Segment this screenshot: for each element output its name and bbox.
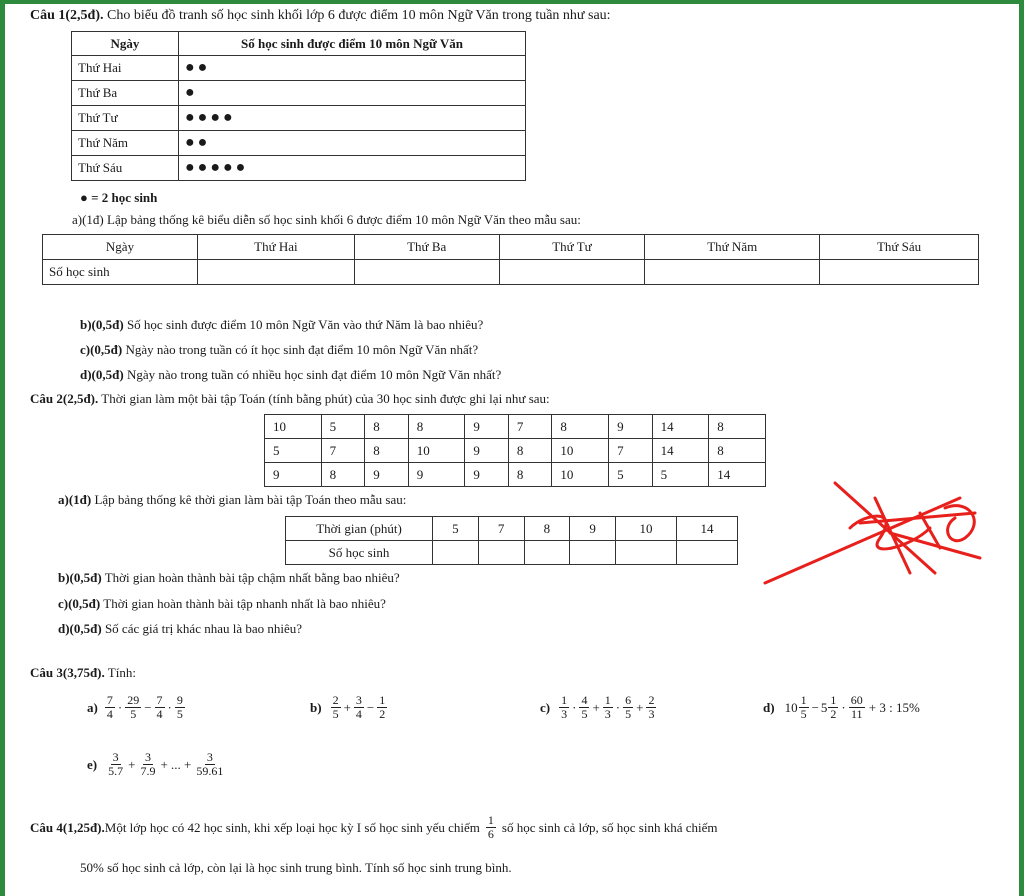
pictogram-day: Thứ Tư	[72, 106, 179, 131]
q2-part-a-text: Lập bảng thống kê thời gian làm bài tập Toán theo mẫu sau:	[91, 492, 407, 507]
q3-e-label: e)	[87, 756, 98, 772]
times-cell: 5	[609, 463, 653, 487]
times-cell: 9	[465, 463, 509, 487]
q4-text1: Một lớp học có 42 học sinh, khi xếp loại học kỳ I số học sinh yếu chiếm	[104, 819, 480, 835]
fraction: $\frac{6}{5}$	[625, 693, 632, 721]
q1-stats-header: Thứ Hai	[198, 235, 355, 260]
red-scribble-mark	[760, 478, 990, 588]
q2-part-d-text: Số các giá trị khác nhau là bao nhiêu?	[101, 621, 303, 636]
q1-part-a: a)(1đ) Lập bảng thống kê biểu diễn số học sinh khối 6 được điểm 10 môn Ngữ Văn theo mẫu sau:	[72, 212, 581, 227]
pictogram-legend: ● = 2 học sinh	[80, 190, 158, 205]
times-data-table	[264, 414, 766, 487]
freq-value: 7	[478, 517, 524, 541]
times-cell: 10	[552, 463, 609, 487]
times-cell: 8	[365, 439, 409, 463]
q2-part-d	[58, 621, 302, 637]
fraction: $\frac{2}{3}$	[648, 693, 655, 721]
pictogram-header-count: Số học sinh được điểm 10 môn Ngữ Văn	[179, 32, 526, 56]
times-row	[265, 415, 766, 439]
times-cell: 9	[408, 463, 465, 487]
times-cell: 8	[365, 415, 409, 439]
times-cell: 5	[652, 463, 709, 487]
q3-expr-d	[763, 694, 920, 721]
q1-part-c-label: c)(0,5đ)	[80, 342, 123, 357]
times-cell: 9	[265, 463, 322, 487]
freq-value: 5	[433, 517, 479, 541]
op-dot: ·	[167, 699, 172, 715]
times-cell: 14	[652, 439, 709, 463]
q1-stats-empty-cell	[354, 260, 499, 285]
pictogram-dots: ●●	[179, 131, 526, 156]
freq-empty-cell	[616, 541, 677, 565]
q1-stats-header: Ngày	[43, 235, 198, 260]
q1-part-b	[80, 317, 483, 333]
pictogram-day: Thứ Năm	[72, 131, 179, 156]
q1-stats-empty-cell	[645, 260, 820, 285]
fraction: $\frac{4}{5}$	[581, 693, 588, 721]
q3-expr-b	[310, 694, 388, 721]
q1-heading-text: Cho biểu đồ tranh số học sinh khối lớp 6 được điểm 10 môn Ngữ Văn trong tuần như sau:	[103, 8, 611, 23]
times-cell: 7	[508, 415, 552, 439]
q1-stats-empty-cell	[820, 260, 979, 285]
fraction: $\frac{7}{4}$	[106, 693, 113, 721]
q1-part-b-label: b)(0,5đ)	[80, 317, 124, 332]
times-cell: 8	[709, 439, 766, 463]
right-green-border	[1019, 0, 1024, 896]
pictogram-dots: ●	[179, 81, 526, 106]
q3-expr-a	[87, 694, 186, 721]
q3-expr-e	[87, 751, 226, 778]
times-cell: 8	[709, 415, 766, 439]
q2-part-a	[58, 492, 406, 508]
q1-stats-table	[42, 234, 979, 285]
times-cell: 8	[408, 415, 465, 439]
times-cell: 14	[709, 463, 766, 487]
times-cell: 9	[465, 439, 509, 463]
q1-part-c-text: Ngày nào trong tuần có ít học sinh đạt điểm 10 môn Ngữ Văn nhất?	[122, 342, 479, 357]
op-dot: ·	[615, 699, 621, 715]
freq-empty-cell	[677, 541, 738, 565]
scribble-strokes	[765, 483, 980, 583]
q3-b-label: b)	[310, 699, 322, 715]
pictogram-table	[71, 31, 526, 181]
times-cell: 9	[465, 415, 509, 439]
q1-heading-label: Câu 1(2,5đ).	[30, 8, 104, 23]
pictogram-row	[72, 156, 526, 181]
freq-empty-cell	[570, 541, 616, 565]
pictogram-row	[72, 81, 526, 106]
q1-stats-header: Thứ Ba	[354, 235, 499, 260]
q3-c-label: c)	[540, 699, 551, 715]
left-green-border	[0, 0, 5, 896]
fraction: $\frac{3}{4}$	[355, 693, 362, 721]
times-cell: 5	[265, 439, 322, 463]
q4-text2: số học sinh cả lớp, số học sinh khá chiếm	[501, 819, 718, 835]
q1-stats-empty-cell	[499, 260, 645, 285]
q1-stats-header: Thứ Năm	[645, 235, 820, 260]
op-minus: −	[144, 699, 152, 715]
q4-line2: 50% số học sinh cả lớp, còn lại là học sinh trung bình. Tính số học sinh trung bình.	[80, 860, 512, 875]
fraction: $\frac{60}{11}$	[850, 693, 863, 721]
q2-part-c	[58, 596, 386, 612]
q2-heading	[30, 391, 550, 407]
op-dot: ·	[841, 699, 846, 715]
top-green-border	[0, 0, 1024, 4]
q2-part-c-label: c)(0,5đ)	[58, 596, 101, 611]
fraction: $\frac{2}{5}$	[332, 693, 339, 721]
times-row	[265, 463, 766, 487]
times-cell: 8	[508, 439, 552, 463]
q3-expr-c	[540, 694, 657, 721]
q3-a-label: a)	[87, 699, 98, 715]
op-plus: +	[636, 699, 644, 715]
q2-part-b-label: b)(0,5đ)	[58, 570, 102, 585]
q2-heading-label: Câu 2(2,5đ).	[30, 391, 99, 406]
q3-d-label: d)	[763, 699, 775, 715]
q1-stats-row-label: Số học sinh	[43, 260, 198, 285]
op-minus: −	[811, 699, 819, 715]
fraction: $\frac{1}{3}$	[561, 693, 568, 721]
q1-stats-header: Thứ Tư	[499, 235, 645, 260]
q1-stats-empty-cell	[198, 260, 355, 285]
times-cell: 8	[321, 463, 365, 487]
fraction: $\frac{3}{5.7}$	[108, 750, 124, 778]
fraction: $\frac{1}{5}$	[800, 693, 807, 721]
mixed-whole: 10	[784, 699, 798, 715]
q2-part-b-text: Thời gian hoàn thành bài tập chậm nhất bằng bao nhiêu?	[101, 570, 400, 585]
times-cell: 5	[321, 415, 365, 439]
freq-empty-cell	[478, 541, 524, 565]
freq-value: 10	[616, 517, 677, 541]
op-minus: −	[366, 699, 375, 715]
times-cell: 10	[552, 439, 609, 463]
q1-part-d	[80, 367, 501, 383]
freq-empty-cell	[433, 541, 479, 565]
op-plus: +	[128, 756, 136, 772]
mixed-whole: 5	[820, 699, 828, 715]
fraction: $\frac{29}{5}$	[127, 693, 140, 721]
times-cell: 14	[652, 415, 709, 439]
q1-stats-header: Thứ Sáu	[820, 235, 979, 260]
fraction: $\frac{1}{6}$	[487, 813, 494, 841]
q4-line1	[30, 814, 717, 841]
pictogram-day: Thứ Ba	[72, 81, 179, 106]
q2-freq-table	[285, 516, 738, 565]
fraction: $\frac{9}{5}$	[176, 693, 183, 721]
pictogram-day: Thứ Hai	[72, 56, 179, 81]
op-plus: +	[592, 699, 600, 715]
pictogram-header-day: Ngày	[72, 32, 179, 56]
q1-heading	[30, 8, 611, 24]
times-row	[265, 439, 766, 463]
times-cell: 10	[265, 415, 322, 439]
pictogram-row	[72, 106, 526, 131]
op-dot: ·	[117, 699, 123, 715]
freq-row-label: Thời gian (phút)	[286, 517, 433, 541]
times-cell: 8	[552, 415, 609, 439]
q1-part-c	[80, 342, 478, 358]
q2-part-a-label: a)(1đ)	[58, 492, 92, 507]
q1-part-d-label: d)(0,5đ)	[80, 367, 124, 382]
fraction: $\frac{1}{2}$	[379, 693, 386, 721]
op-ellipsis: + ... +	[160, 756, 192, 772]
expr-tail: + 3 : 15%	[868, 699, 920, 715]
fraction: $\frac{3}{7.9}$	[140, 750, 156, 778]
times-cell: 8	[508, 463, 552, 487]
times-cell: 9	[365, 463, 409, 487]
freq-empty-cell	[524, 541, 570, 565]
q3-heading-text: Tính:	[104, 665, 136, 680]
times-cell: 10	[408, 439, 465, 463]
q3-heading-label: Câu 3(3,75đ).	[30, 665, 105, 680]
pictogram-dots: ●●●●●	[179, 156, 526, 181]
q3-heading	[30, 665, 136, 681]
times-cell: 7	[609, 439, 653, 463]
freq-value: 8	[524, 517, 570, 541]
q2-part-d-label: d)(0,5đ)	[58, 621, 102, 636]
q2-part-c-text: Thời gian hoàn thành bài tập nhanh nhất là bao nhiêu?	[100, 596, 386, 611]
q2-heading-text: Thời gian làm một bài tập Toán (tính bằng phút) của 30 học sinh được ghi lại như sau:	[98, 391, 550, 406]
freq-value: 9	[570, 517, 616, 541]
q1-part-d-text: Ngày nào trong tuần có nhiều học sinh đạt điểm 10 môn Ngữ Văn nhất?	[123, 367, 502, 382]
pictogram-dots: ●●●●	[179, 106, 526, 131]
fraction: $\frac{1}{3}$	[604, 693, 611, 721]
op-plus: +	[343, 699, 351, 715]
q1-part-b-text: Số học sinh được điểm 10 môn Ngữ Văn vào thứ Năm là bao nhiêu?	[123, 317, 484, 332]
fraction: $\frac{7}{4}$	[156, 693, 163, 721]
freq-value: 14	[677, 517, 738, 541]
freq-row-label: Số học sinh	[286, 541, 433, 565]
q2-part-b	[58, 570, 400, 586]
times-cell: 9	[609, 415, 653, 439]
fraction: $\frac{1}{2}$	[830, 693, 837, 721]
pictogram-row	[72, 56, 526, 81]
times-cell: 7	[321, 439, 365, 463]
fraction: $\frac{3}{59.61}$	[196, 750, 224, 778]
q4-heading-label: Câu 4(1,25đ).	[30, 819, 105, 835]
pictogram-row	[72, 131, 526, 156]
pictogram-dots: ●●	[179, 56, 526, 81]
pictogram-day: Thứ Sáu	[72, 156, 179, 181]
op-dot: ·	[572, 699, 577, 715]
